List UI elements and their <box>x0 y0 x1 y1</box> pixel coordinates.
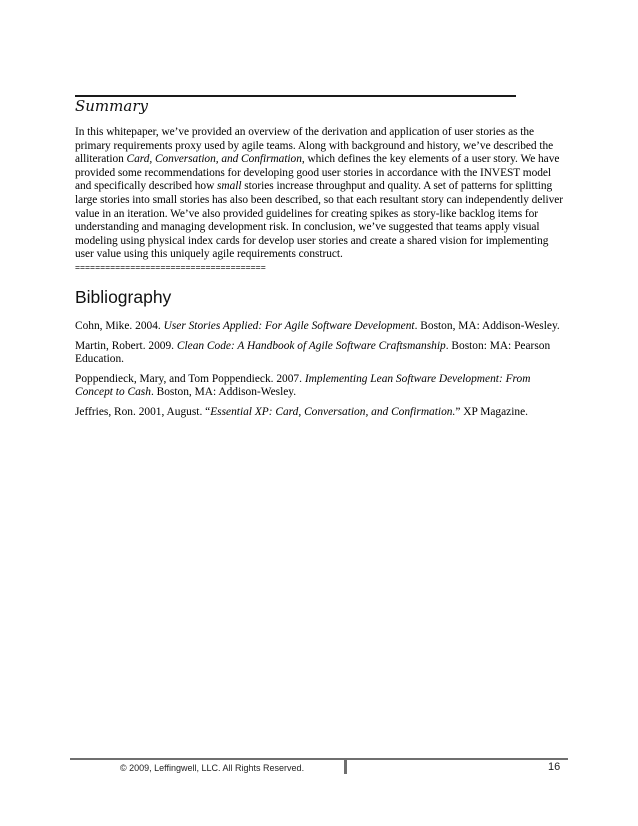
summary-text-2: , which defines the key elements of a user story. We have provided some recommendations for developing good user stories in accordance with the INVEST model and specifically described how <box>75 153 560 193</box>
entry-text: . Boston, MA: Addison-Wesley. <box>414 320 560 332</box>
separator-line: ====================================== <box>75 262 266 272</box>
footer-rule <box>70 758 568 760</box>
bibliography-list <box>75 320 565 426</box>
bibliography-heading: Bibliography <box>75 287 172 307</box>
entry-text: Martin, Robert. 2009. <box>75 339 177 352</box>
entry-text: Cohn, Mike. 2004. <box>75 320 164 332</box>
summary-heading: Summary <box>75 97 148 115</box>
summary-italic-2: small <box>217 180 242 193</box>
entry-text: ” XP Magazine. <box>455 405 528 418</box>
bibliography-entry <box>75 406 565 420</box>
entry-text: Poppendieck, Mary, and Tom Poppendieck. 2007. <box>75 372 305 385</box>
bibliography-entry <box>75 373 565 400</box>
summary-italic-1: Card, Conversation, and Confirmation <box>126 153 302 166</box>
entry-text: . Boston, MA: Addison-Wesley. <box>150 386 297 399</box>
entry-text: Jeffries, Ron. 2001, August. “ <box>75 405 211 418</box>
footer-divider <box>344 760 347 774</box>
entry-title: Essential XP: Card, Conversation, and Confirmation. <box>210 405 456 418</box>
summary-text-3: stories increase throughput and quality. A set of patterns for splitting large stories into small stories has also been described, so that each resultant story can independently deliver value in an iteration. We’ve also provided guidelines for creating spikes as story-like backlog items for understanding and managing development risk. In conclusion, we’ve suggested that teams apply visual modeling using physical index cards for develop user stories and create a shared vision for implementing user value using this uniquely agile requirements construct. <box>75 180 563 261</box>
bibliography-entry <box>75 340 565 367</box>
entry-text: . Boston: MA: Pearson Education. <box>75 339 551 366</box>
summary-paragraph <box>75 126 567 262</box>
entry-title: User Stories Applied: For Agile Software Development <box>163 320 415 332</box>
bibliography-entry <box>75 320 565 334</box>
page-number: 16 <box>548 761 561 773</box>
entry-title: Implementing Lean Software Development: From Concept to Cash <box>75 372 531 399</box>
entry-title: Clean Code: A Handbook of Agile Software Craftsmanship <box>176 339 446 352</box>
summary-text-1: In this whitepaper, we’ve provided an overview of the derivation and application of user stories as the primary requirements proxy used by agile teams. Along with background and history, we’ve described the alliteration <box>75 126 554 166</box>
footer-copyright: © 2009, Leffingwell, LLC. All Rights Reserved. <box>120 763 305 773</box>
